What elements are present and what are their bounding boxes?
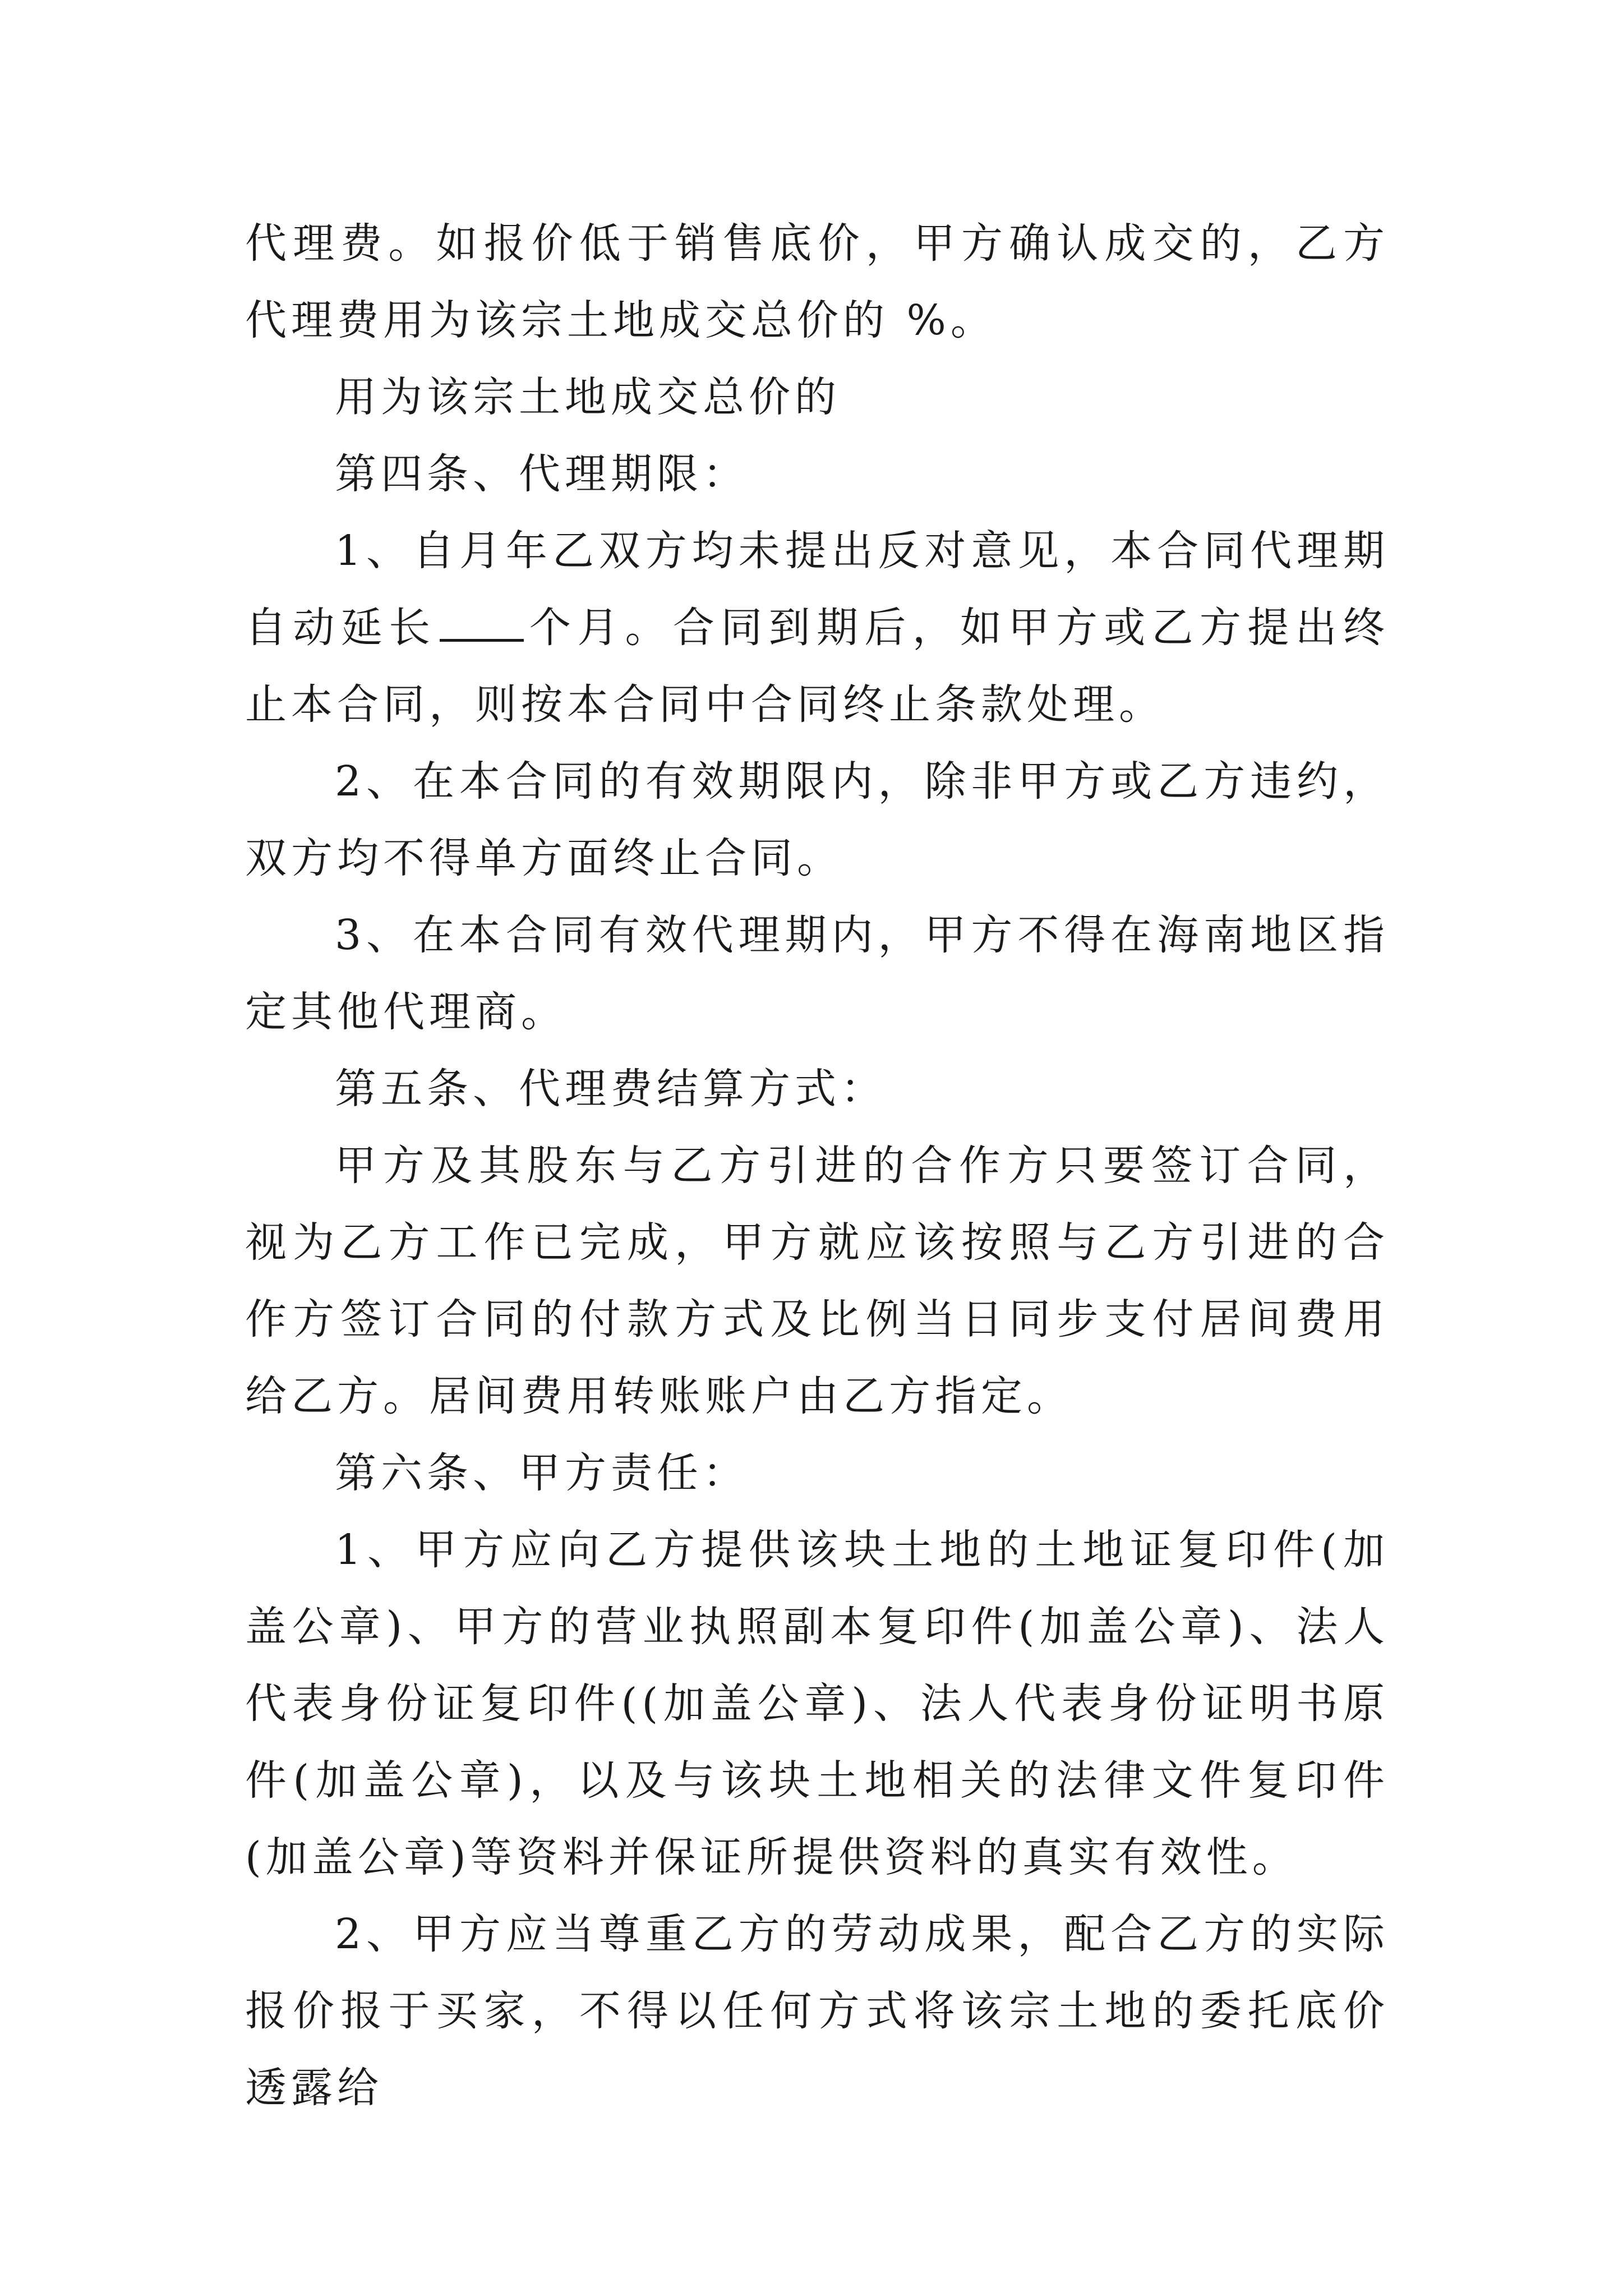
paragraph-article-6-item-1: 1、甲方应向乙方提供该块土地的土地证复印件(加盖公章)、甲方的营业执照副本复印件(加盖公章)、法人代表身份证复印件((加盖公章)、法人代表身份证明书原件(加盖公章)，以及与该块土地相关的法律文件复印件(加盖公章)等资料并保证所提供资料的真实有效性。 [245,1526,1389,1881]
paragraph-article-6-item-2: 2、甲方应当尊重乙方的劳动成果，配合乙方的实际报价报于买家，不得以任何方式将该宗土地的委托底价透露给 [245,1910,1389,2112]
paragraph-article-4-item-3: 3、在本合同有效代理期内，甲方不得在海南地区指定其他代理商。 [245,911,1389,1036]
blank-line [440,600,524,642]
paragraph-article-4-item-2: 2、在本合同的有效期限内，除非甲方或乙方违约，双方均不得单方面终止合同。 [245,757,1389,882]
heading-article-4: 第四条、代理期限： [335,450,749,498]
paragraph-agency-fee: 代理费。如报价低于销售底价，甲方确认成交的，乙方代理费用为该宗土地成交总价的 %。 [245,219,1389,344]
paragraph-article-5-body: 甲方及其股东与乙方引进的合作方只要签订合同，视为乙方工作已完成，甲方就应该按照与乙方引进的合作方签订合同的付款方式及比例当日同步支付居间费用给乙方。居间费用转账账户由乙方指定。 [245,1142,1389,1420]
heading-article-5: 第五条、代理费结算方式： [335,1065,887,1113]
paragraph-fee-fragment: 用为该宗土地成交总价的 [335,373,841,421]
paragraph-article-4-item-1 [245,513,1389,743]
contract-body [245,205,1389,2127]
heading-article-6: 第六条、甲方责任： [335,1449,749,1497]
item-1-text-b: 个月。合同到期后，如甲方或乙方提出终止本合同，则按本合同中合同终止条款处理。 [245,604,1390,729]
item-1-text-a: 1、自月年乙双方均未提出反对意见，本合同代理期自动延长 [245,527,1389,652]
